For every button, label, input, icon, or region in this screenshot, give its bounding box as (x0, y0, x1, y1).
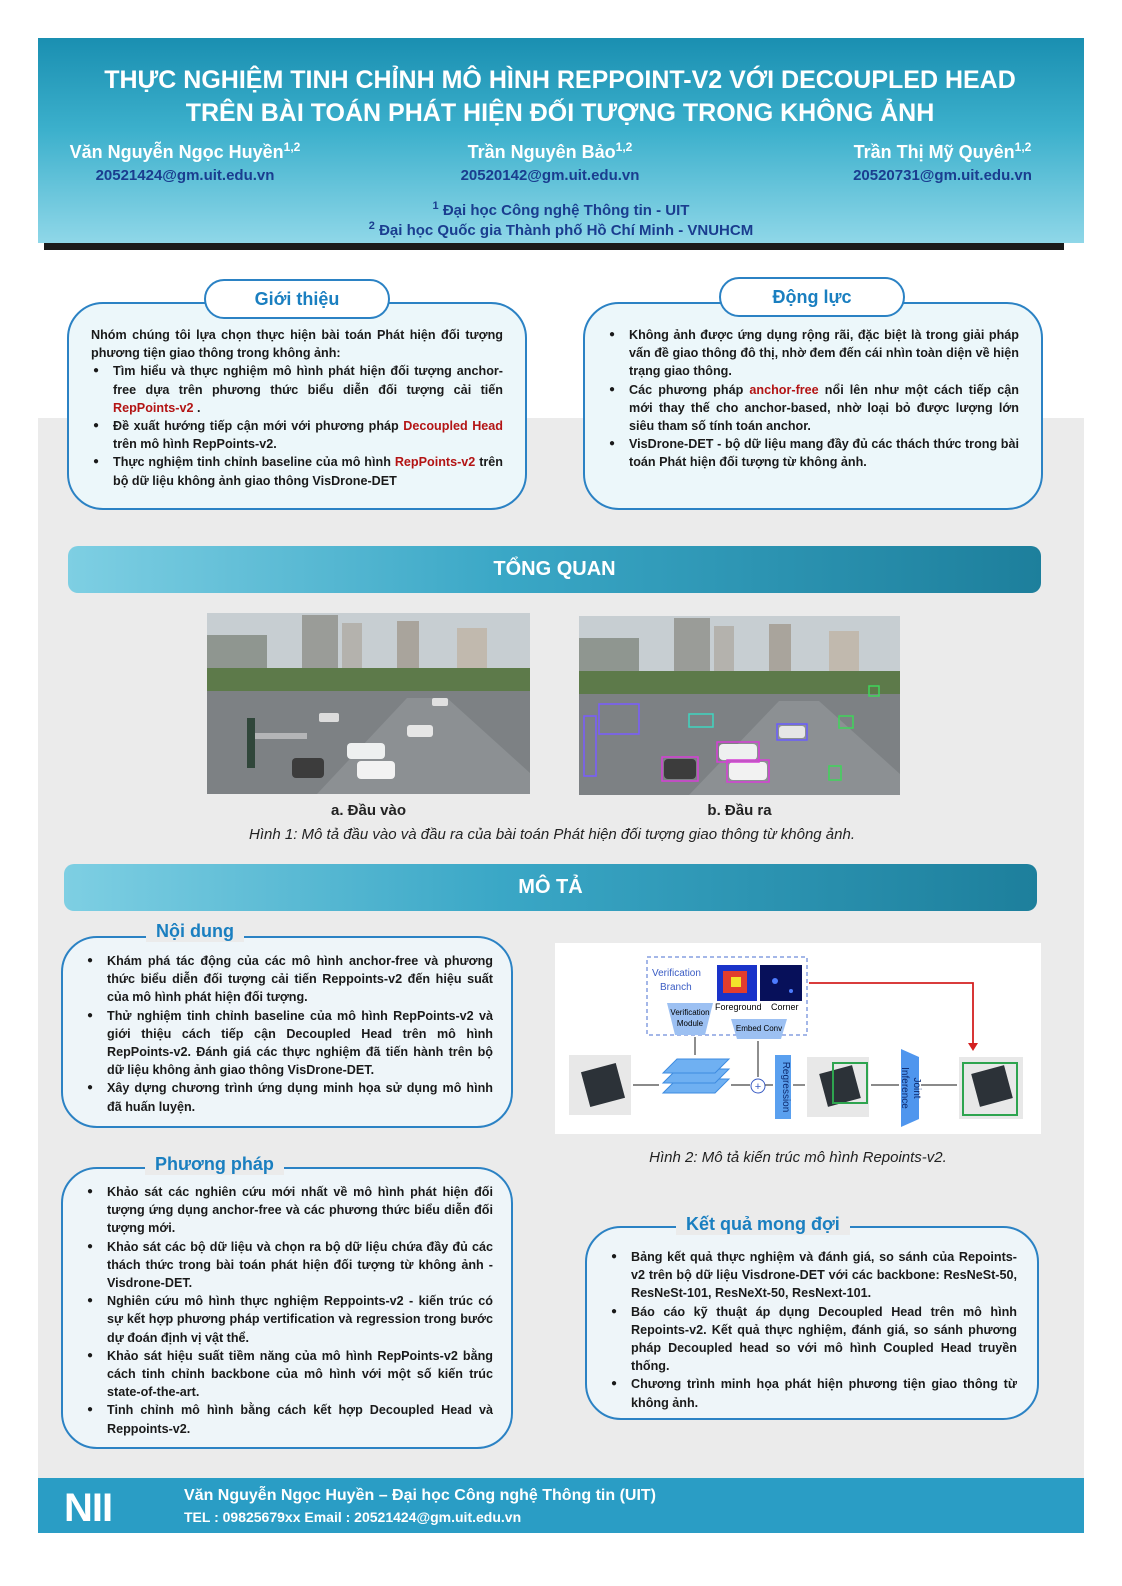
content-bullet-3: ● Xây dựng chương trình ứng dụng minh họa sử dụng mô hình đã huấn luyện. (85, 1079, 493, 1115)
input-label: a. Đầu vào (330, 802, 407, 819)
affiliation-sup: 2 (368, 220, 375, 232)
diagram-text: Module (676, 1019, 704, 1028)
method-bullet-4: ● Khảo sát hiệu suất tiềm năng của mô hình RepPoints-v2 bằng cách tinh chỉnh backbone của mô hình với một số kiến trúc state-of-the-art. (85, 1347, 493, 1402)
author-sup: 1,2 (1014, 140, 1032, 154)
figure-1-caption: Hình 1: Mô tả đầu vào và đầu ra của bài toán Phát hiện đối tượng giao thông từ không ảnh. (249, 826, 855, 843)
intro-bullet-1: ● Tìm hiểu và thực nghiệm mô hình phát hiện đối tượng anchor-free dựa trên phương thức biểu diễn đối tượng cải tiến RepPoints-v2 . (91, 362, 503, 417)
author-name: Văn Nguyễn Ngọc Huyền (69, 142, 284, 162)
author-email[interactable]: 20520731@gm.uit.edu.vn (853, 167, 1032, 184)
decoupled-head-highlight: Decoupled Head (403, 419, 503, 434)
expected-bullet-3: ● Chương trình minh họa phát hiện phương tiện giao thông từ không ảnh. (609, 1375, 1017, 1411)
author-2 (430, 140, 670, 184)
motivation-title: Động lực (719, 277, 905, 317)
input-image (207, 613, 530, 794)
title-line-2: TRÊN BÀI TOÁN PHÁT HIỆN ĐỐI TƯỢNG TRONG KHÔNG ẢNH (185, 99, 935, 127)
method-bullet-2: ● Khảo sát các bộ dữ liệu và chọn ra bộ dữ liệu chứa đầy đủ các thách thức trong bài toán phát hiện đối tượng từ không ảnh - Visdrone-DET. (85, 1238, 493, 1293)
expected-results-title: Kết quả mong đợi (676, 1214, 850, 1235)
foreground-label: Foreground (715, 1002, 762, 1012)
expected-bullet-2: ● Báo cáo kỹ thuật áp dụng Decoupled Head trên mô hình Repoints-v2. Kết quả thực nghiệm, đánh giá, so sánh phương pháp Decoupled head so với mô hình Coupled Head truyền thống. (609, 1303, 1017, 1376)
method-bullet-5: ● Tinh chỉnh mô hình bằng cách kết hợp Decoupled Head và Reppoints-v2. (85, 1401, 493, 1437)
expected-bullet-1: ● Bảng kết quả thực nghiệm và đánh giá, so sánh của Repoints-v2 trên bộ dữ liệu Visdrone-DET với các backbone: ResNeSt-50, ResNeSt-101, ResNeXt-50, ResNext-101. (609, 1248, 1017, 1303)
affiliation-2 (0, 220, 1122, 239)
motivation-bullet-3: ● VisDrone-DET - bộ dữ liệu mang đầy đủ các thách thức trong bài toán Phát hiện đối tượng từ không ảnh. (607, 435, 1019, 471)
motivation-bullet-2: ● Các phương pháp anchor-free nổi lên như một cách tiếp cận mới thay thế cho anchor-based, nhờ loại bỏ được lượng lớn siêu tham số tính toán anchor. (607, 381, 1019, 436)
author-3 (830, 140, 1055, 184)
diagram-text: Inference (899, 1067, 910, 1109)
header-divider (44, 243, 1064, 250)
author-email[interactable]: 20520142@gm.uit.edu.vn (460, 167, 640, 184)
intro-card (67, 302, 527, 510)
content-title: Nội dung (146, 921, 244, 942)
plus-sign: + (754, 1081, 762, 1093)
affiliation-1 (0, 200, 1122, 219)
intro-title: Giới thiệu (204, 279, 390, 319)
intro-lead: Nhóm chúng tôi lựa chọn thực hiện bài toán Phát hiện đối tượng phương tiện giao thông trong không ảnh: (91, 328, 503, 361)
description-banner: MÔ TẢ (64, 864, 1037, 911)
affiliation-text: Đại học Công nghệ Thông tin - UIT (442, 202, 690, 219)
poster-footer (38, 1478, 1084, 1533)
poster-title (60, 64, 1060, 130)
diagram-text: Verification (670, 1008, 710, 1017)
method-bullet-3: ● Nghiên cứu mô hình thực nghiệm Reppoints-v2 - kiến trúc có sự kết hợp phương pháp vertification và regression trong bước dự đoán định vị vật thể. (85, 1292, 493, 1347)
affiliation-sup: 1 (432, 200, 439, 212)
reppoints-v2-diagram (555, 943, 1041, 1134)
anchor-free-highlight: anchor-free (749, 382, 819, 397)
content-bullet-2: ● Thử nghiệm tinh chỉnh baseline của mô hình RepPoints-v2 và giới thiệu cách tiếp cận Decoupled Head trên mô hình RepPoints-v2. Đánh giá các thực nghiệm đã tiến hành trên bộ dữ liệu không ảnh giao thông VisDrone-DET. (85, 1007, 493, 1080)
footer-author: Văn Nguyễn Ngọc Huyền – Đại học Công nghệ Thông tin (UIT) (184, 1487, 656, 1504)
output-image (579, 616, 900, 795)
intro-bullet-2: ● Đề xuất hướng tiếp cận mới với phương pháp Decoupled Head trên mô hình RepPoints-v2. (91, 417, 503, 453)
affiliation-text: Đại học Quốc gia Thành phố Hồ Chí Minh - VNUHCM (379, 222, 754, 239)
method-title: Phương pháp (145, 1154, 284, 1175)
motivation-bullet-1: ● Không ảnh được ứng dụng rộng rãi, đặc biệt là trong giải pháp vấn đề giao thông đô thị, nhờ đem đến cái nhìn toàn diện về hiện trạng giao thông. (607, 326, 1019, 381)
corner-label: Corner (771, 1002, 799, 1012)
author-sup: 1,2 (283, 140, 301, 154)
nii-logo: NII (64, 1486, 113, 1530)
reppoints-highlight: RepPoints-v2 (394, 455, 476, 470)
author-1 (60, 140, 310, 184)
expected-results-card (585, 1226, 1039, 1420)
street-scene-output (579, 616, 900, 795)
street-scene-input (207, 613, 530, 794)
intro-bullet-3: ● Thực nghiệm tinh chỉnh baseline của mô hình RepPoints-v2 trên bộ dữ liệu không ảnh giao thông VisDrone-DET (91, 453, 503, 489)
author-email[interactable]: 20521424@gm.uit.edu.vn (95, 167, 275, 184)
embed-conv-label: Embed Conv (735, 1024, 783, 1033)
verification-branch-label (652, 968, 701, 993)
content-card (61, 936, 513, 1128)
method-bullet-1: ● Khảo sát các nghiên cứu mới nhất về mô hình phát hiện đối tượng ứng dụng anchor-free và các phương thức biểu diễn đối tượng mới. (85, 1183, 493, 1238)
motivation-card (583, 302, 1043, 510)
architecture-diagram (555, 943, 1041, 1134)
figure-2-caption: Hình 2: Mô tả kiến trúc mô hình Repoints-v2. (649, 1149, 947, 1166)
reppoints-highlight: RepPoints-v2 (113, 400, 194, 415)
author-name: Trần Nguyên Bảo (467, 142, 616, 162)
diagram-text: Verification (652, 968, 701, 979)
regression-label: Regression (780, 1061, 791, 1113)
footer-contact: TEL : 09825679xx Email : 20521424@gm.uit.edu.vn (184, 1509, 522, 1525)
author-sup: 1,2 (615, 140, 633, 154)
content-bullet-1: ● Khám phá tác động của các mô hình anchor-free và phương thức biểu diễn đối tượng cải tiến Reppoints-v2 đến hiệu suất của mô hình phát hiện đối tượng. (85, 952, 493, 1007)
title-line-1: THỰC NGHIỆM TINH CHỈNH MÔ HÌNH REPPOINT-V2 VỚI DECOUPLED HEAD (104, 66, 1016, 94)
diagram-text: Branch (660, 982, 692, 993)
diagram-text: Joint (911, 1077, 922, 1099)
author-name: Trần Thị Mỹ Quyên (853, 142, 1015, 162)
output-label: b. Đầu ra (707, 802, 772, 819)
method-card (61, 1167, 513, 1449)
overview-banner: TỔNG QUAN (68, 546, 1041, 593)
